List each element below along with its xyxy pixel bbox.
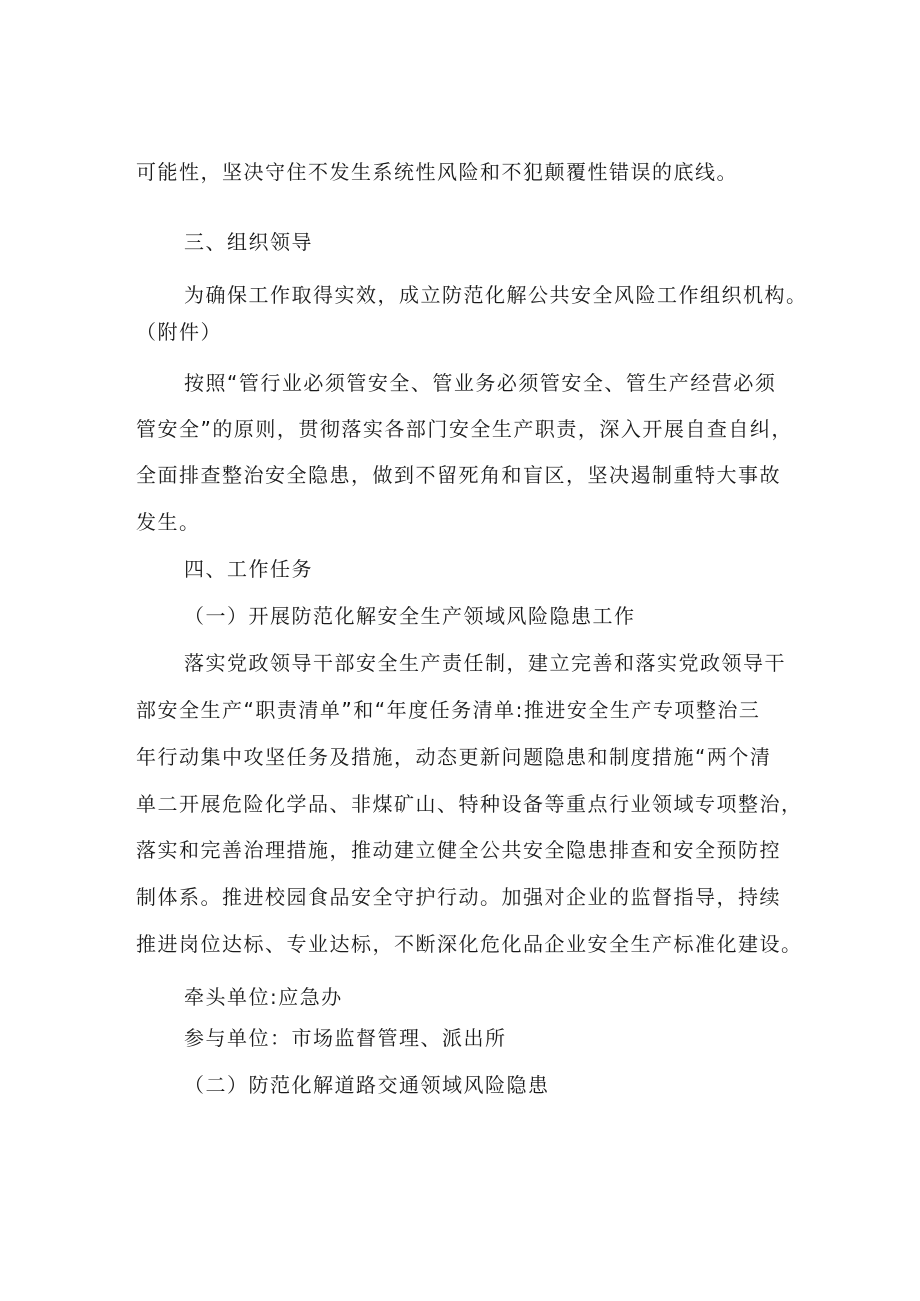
paragraph-line: 为确保工作取得实效，成立防范化解公共安全风险工作组织机构。 [184, 283, 808, 307]
paragraph-line: 落实党政领导干部安全生产责任制，建立完善和落实党政领导干 [184, 651, 786, 675]
lead-unit-line: 牵头单位:应急办 [184, 985, 343, 1009]
paragraph-line: （附件） [136, 320, 222, 344]
paragraph-line: 单二开展危险化学品、非煤矿山、特种设备等重点行业领域专项整治， [136, 792, 803, 816]
subsection-heading-2: （二）防范化解道路交通领域风险隐患 [184, 1073, 550, 1097]
paragraph-line: 部安全生产“职责清单”和“年度任务清单:推进安全生产专项整治三 [136, 698, 761, 722]
subsection-heading-1: （一）开展防范化解安全生产领域风险隐患工作 [184, 604, 636, 628]
paragraph-line: 发生。 [136, 510, 201, 534]
participating-units-line: 参与单位：市场监督管理、派出所 [184, 1026, 507, 1050]
paragraph-continuation-line: 可能性，坚决守住不发生系统性风险和不犯颠覆性错误的底线。 [136, 160, 738, 184]
paragraph-line: 按照“管行业必须管安全、管业务必须管安全、管生产经营必须 [184, 371, 777, 395]
paragraph-line: 年行动集中攻坚任务及措施，动态更新问题隐患和制度措施“两个清 [136, 745, 772, 769]
paragraph-line: 管安全”的原则，贯彻落实各部门安全生产职责，深入开展自查自纠， [136, 417, 793, 441]
section-heading-organization: 三、组织领导 [184, 230, 313, 254]
section-heading-tasks: 四、工作任务 [184, 557, 313, 581]
paragraph-line: 制体系。推进校园食品安全守护行动。加强对企业的监督指导，持续 [136, 885, 781, 909]
paragraph-line: 全面排查整治安全隐患，做到不留死角和盲区，坚决遏制重特大事故 [136, 463, 781, 487]
paragraph-line: 推进岗位达标、专业达标，不断深化危化品企业安全生产标准化建设。 [136, 932, 803, 956]
paragraph-line: 落实和完善治理措施，推动建立健全公共安全隐患排查和安全预防控 [136, 838, 781, 862]
